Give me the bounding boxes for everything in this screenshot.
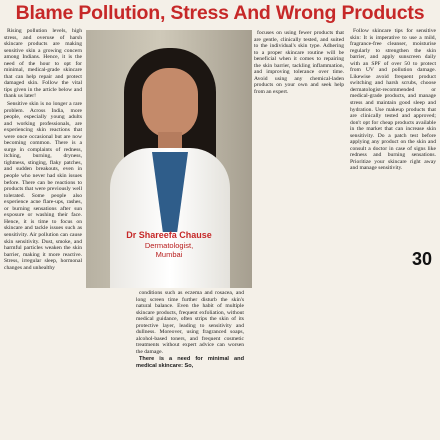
- body-paragraph: Sensitive skin is no longer a rare problem. Across India, more people, especially young adults and working professionals, are experiencing skin reactions that were once occasional but are now becoming common. There is a surge in complaints of redness, itching, burning, dryness, tightness, stinging, flaky patches, and sudden breakouts, even in people who never had skin issues before. There can be reactions to products that were previously well tolerated. Some people also experience acne flare-ups, rashes, or burning sensations after sun exposure or washing their face. Hence, it is time to focus on skincare and tackle issues such as sensitivity. Air pollution can cause skin sensitivity. Dust, smoke, and harmful particles weaken the skin barrier, making it more reactive. Stress, irregular sleep, hormonal changes and unhealthy: [4, 101, 82, 271]
- doctor-role: Dermatologist,: [144, 241, 194, 250]
- doctor-name: Dr Shareefa Chause: [126, 230, 212, 240]
- right-text-column: [350, 28, 436, 438]
- center-subhead-text: There is a need for minimal and medical skincare: So,: [136, 356, 244, 370]
- doctor-photo: [86, 30, 252, 288]
- page-number: 30: [412, 249, 433, 269]
- article-headline: Blame Pollution, Stress And Wrong Products: [15, 2, 425, 24]
- doctor-city: Mumbai: [155, 250, 183, 259]
- center-paragraph: conditions such as eczema and rosacea, and long screen time further disturb the skin's natural balance. Even the habit of multiple skincare products, frequent exfoliation, without medical guidance, often strips the skin of its protective layer, leading to sensitivity and dullness. Moreover, using fragranced soaps, alcohol-based toners, and frequent cosmetic treatments without expert advice can worsen the damage.: [136, 290, 244, 355]
- tips-paragraph: Follow skincare tips for sensitive skin: It is imperative to use a mild, fragrance-free cleanser, moisturise regularly to strengthen the skin barrier, and apply sunscreen daily with an SPF of over 50 to protect from UV and pollution damage. Likewise avoid frequent product switching and harsh scrubs, choose dermatologist-recommended or medical-grade products, and manage stress and maintain good sleep and hydration. Use makeup products that are clinically tested and approved; don't opt for cheap products available in the market that can increase skin sensitivity. Do a patch test before applying any product on the skin and consult a doctor in case of signs like redness and burning sensations. Prioritize your skincare right away and manage sensitivity.: [350, 28, 436, 172]
- middle-text-column: [254, 30, 344, 300]
- photo-caption: [106, 230, 232, 259]
- mid-paragraph: focuses on using fewer products that are gentle, clinically tested, and suited to the individual's skin type. Adhering to a proper skincare routine will be beneficial when it comes to repairing the skin barrier, tackling inflammation, and improving tolerance over time. Avoid using any chemical-laden products on your own and seek help from an expert.: [254, 30, 344, 95]
- center-text-column: [136, 290, 244, 438]
- left-text-column: [4, 28, 82, 438]
- intro-paragraph: Rising pollution levels, high stress, and overuse of harsh skincare products are making sensitive skin a growing concern among Indians. Hence, it is the need of the hour to opt for minimal, medical-grade skincare that can help repair and protect damaged skin. Follow the vital tips given in the article below and thank us later!: [4, 28, 82, 100]
- photo-face: [142, 68, 198, 138]
- center-subhead: [136, 356, 244, 369]
